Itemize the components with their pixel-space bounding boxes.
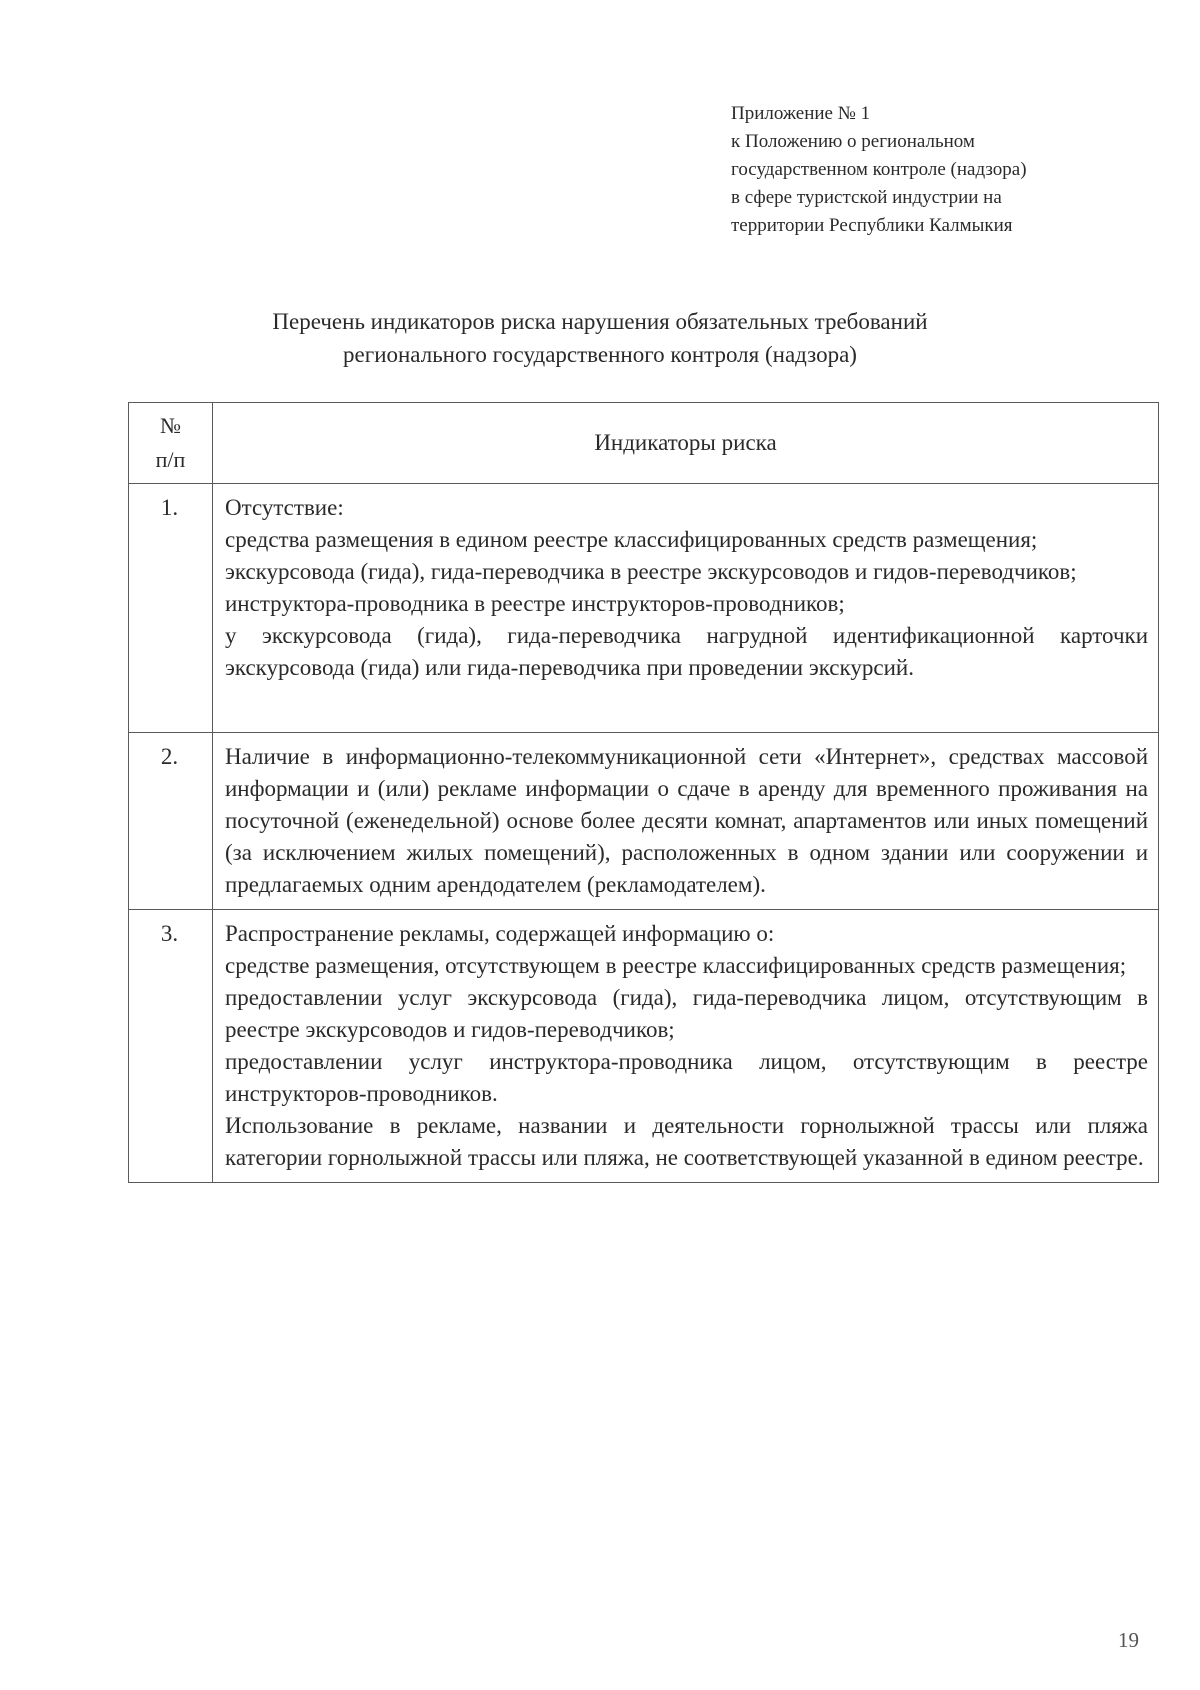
indicator-paragraph: предоставлении услуг экскурсовода (гида), гида-переводчика лицом, отсутствующим в реестре экскурсоводов и гидов-переводчиков; [225,985,1148,1042]
appendix-line: территории Республики Калмыкия [731,215,1013,236]
indicator-paragraph: Наличие в информационно-телекоммуникационной сети «Интернет», средствах массовой информации и (или) рекламе информации о сдаче в аренду для временного проживания на посуточной (еженедельной) основе более десяти комнат, апартаментов или иных помещений (за исключением жилых помещений), расположенных в одном здании или сооружении и предлагаемых одним арендодателем (рекламодателем). [225,744,1148,897]
document-title [150,305,1050,371]
page-number: 19 [1118,1628,1139,1652]
table-row [129,733,1159,910]
indicator-paragraph: средстве размещения, отсутствующем в реестре классифицированных средств размещения; [225,953,1127,978]
table-header-row [129,403,1159,484]
appendix-line: к Положению о региональном [731,131,975,152]
title-line-1: Перечень индикаторов риска нарушения обязательных требований [272,309,928,334]
indicator-paragraph: предоставлении услуг инструктора-проводника лицом, отсутствующим в реестре инструкторов-проводников. [225,1049,1148,1106]
header-indicators-cell: Индикаторы риска [213,403,1159,484]
row-number: 1. [129,484,213,733]
row-number: 3. [129,910,213,1183]
row-number: 2. [129,733,213,910]
indicator-paragraph: Отсутствие: [225,495,344,520]
row-indicators [213,733,1159,910]
row-indicators [213,484,1159,733]
appendix-line: в сфере туристской индустрии на [731,187,1002,208]
indicator-paragraph: Использование в рекламе, названии и деятельности горнолыжной трассы или пляжа категории горнолыжной трассы или пляжа, не соответствующей указанной в едином реестре. [225,1113,1148,1170]
row-indicators [213,910,1159,1183]
indicator-paragraph: экскурсовода (гида), гида-переводчика в реестре экскурсоводов и гидов-переводчиков; [225,559,1077,584]
appendix-line: Приложение № 1 [731,103,871,124]
title-line-2: регионального государственного контроля (надзора) [343,342,857,367]
header-number-cell [129,403,213,484]
header-number-symbol: № [160,413,181,438]
header-number-abbrev: п/п [155,447,186,472]
table-row [129,910,1159,1183]
indicator-paragraph: средства размещения в едином реестре классифицированных средств размещения; [225,527,1038,552]
indicator-paragraph: у экскурсовода (гида), гида-переводчика нагрудной идентификационной карточки экскурсовода (гида) или гида-переводчика при проведении экскурсий. [225,623,1148,680]
appendix-line: государственном контроле (надзора) [731,159,1027,180]
risk-indicators-table [128,402,1159,1183]
indicator-paragraph: Распространение рекламы, содержащей информацию о: [225,921,775,946]
table-row [129,484,1159,733]
indicator-paragraph: инструктора-проводника в реестре инструкторов-проводников; [225,591,845,616]
appendix-header [731,100,1171,240]
